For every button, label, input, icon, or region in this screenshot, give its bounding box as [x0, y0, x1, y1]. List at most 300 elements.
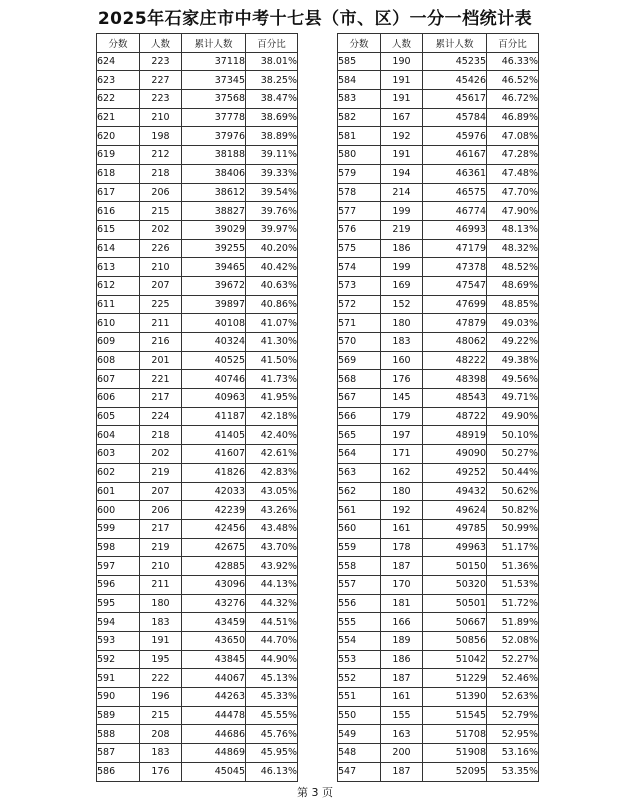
cumulative-cell: 43459: [182, 613, 246, 632]
cumulative-cell: 51042: [423, 650, 487, 669]
percent-cell: 46.89%: [487, 108, 539, 127]
score-cell: 592: [97, 650, 140, 669]
score-cell: 587: [97, 744, 140, 763]
score-cell: 555: [338, 613, 381, 632]
table-row: [338, 258, 539, 277]
count-cell: 208: [140, 725, 182, 744]
count-cell: 186: [381, 239, 423, 258]
table-row: [338, 127, 539, 146]
table-row: [338, 575, 539, 594]
cumulative-cell: 51545: [423, 706, 487, 725]
score-cell: 551: [338, 688, 381, 707]
table-row: [338, 482, 539, 501]
count-cell: 194: [381, 164, 423, 183]
cumulative-cell: 45976: [423, 127, 487, 146]
score-cell: 610: [97, 314, 140, 333]
percent-cell: 38.01%: [246, 52, 298, 71]
percent-cell: 45.33%: [246, 688, 298, 707]
table-row: [338, 706, 539, 725]
percent-cell: 44.51%: [246, 613, 298, 632]
count-cell: 192: [381, 127, 423, 146]
cumulative-cell: 47547: [423, 276, 487, 295]
count-cell: 145: [381, 389, 423, 408]
percent-cell: 46.13%: [246, 762, 298, 781]
cumulative-cell: 46774: [423, 202, 487, 221]
cumulative-cell: 42239: [182, 501, 246, 520]
score-table-left: [96, 33, 298, 782]
cumulative-cell: 37976: [182, 127, 246, 146]
table-row: [338, 632, 539, 651]
percent-cell: 50.99%: [487, 519, 539, 538]
score-cell: 566: [338, 407, 381, 426]
count-cell: 211: [140, 575, 182, 594]
score-cell: 595: [97, 594, 140, 613]
cumulative-cell: 48062: [423, 333, 487, 352]
count-cell: 192: [381, 501, 423, 520]
table-row: [97, 426, 298, 445]
score-cell: 582: [338, 108, 381, 127]
cumulative-cell: 43276: [182, 594, 246, 613]
score-cell: 585: [338, 52, 381, 71]
score-cell: 613: [97, 258, 140, 277]
score-cell: 565: [338, 426, 381, 445]
count-cell: 161: [381, 688, 423, 707]
cumulative-cell: 37118: [182, 52, 246, 71]
table-row: [97, 146, 298, 165]
percent-cell: 50.82%: [487, 501, 539, 520]
cumulative-cell: 47179: [423, 239, 487, 258]
table-row: [97, 351, 298, 370]
table-row: [338, 52, 539, 71]
count-cell: 210: [140, 557, 182, 576]
cumulative-cell: 48919: [423, 426, 487, 445]
percent-cell: 40.86%: [246, 295, 298, 314]
table-row: [338, 650, 539, 669]
table-row: [97, 575, 298, 594]
count-cell: 179: [381, 407, 423, 426]
percent-cell: 41.95%: [246, 389, 298, 408]
score-cell: 549: [338, 725, 381, 744]
percent-cell: 51.17%: [487, 538, 539, 557]
percent-cell: 46.52%: [487, 71, 539, 90]
count-cell: 183: [381, 333, 423, 352]
score-cell: 597: [97, 557, 140, 576]
page-number: 第 3 页: [297, 786, 333, 799]
table-row: [97, 108, 298, 127]
table-row: [97, 389, 298, 408]
percent-cell: 39.33%: [246, 164, 298, 183]
score-cell: 550: [338, 706, 381, 725]
cumulative-cell: 52095: [423, 762, 487, 781]
percent-cell: 43.70%: [246, 538, 298, 557]
percent-cell: 44.90%: [246, 650, 298, 669]
score-cell: 574: [338, 258, 381, 277]
percent-cell: 42.40%: [246, 426, 298, 445]
score-cell: 619: [97, 146, 140, 165]
table-row: [338, 407, 539, 426]
table-row: [338, 463, 539, 482]
score-cell: 553: [338, 650, 381, 669]
table-row: [97, 632, 298, 651]
percent-cell: 40.63%: [246, 276, 298, 295]
cumulative-cell: 41187: [182, 407, 246, 426]
count-cell: 218: [140, 164, 182, 183]
cumulative-cell: 38827: [182, 202, 246, 221]
score-cell: 564: [338, 445, 381, 464]
cumulative-cell: 43096: [182, 575, 246, 594]
score-cell: 588: [97, 725, 140, 744]
percent-cell: 41.73%: [246, 370, 298, 389]
cumulative-cell: 49432: [423, 482, 487, 501]
count-cell: 183: [140, 744, 182, 763]
cumulative-cell: 47699: [423, 295, 487, 314]
table-row: [338, 557, 539, 576]
percent-cell: 53.35%: [487, 762, 539, 781]
count-cell: 207: [140, 276, 182, 295]
score-cell: 547: [338, 762, 381, 781]
count-cell: 187: [381, 762, 423, 781]
cumulative-cell: 48398: [423, 370, 487, 389]
score-cell: 560: [338, 519, 381, 538]
page-title: 2025年石家庄市中考十七县（市、区）一分一档统计表: [97, 9, 533, 29]
table-row: [338, 613, 539, 632]
percent-cell: 52.95%: [487, 725, 539, 744]
count-cell: 187: [381, 669, 423, 688]
count-cell: 212: [140, 146, 182, 165]
count-cell: 217: [140, 519, 182, 538]
percent-cell: 53.16%: [487, 744, 539, 763]
count-cell: 215: [140, 202, 182, 221]
cumulative-cell: 43650: [182, 632, 246, 651]
score-cell: 620: [97, 127, 140, 146]
cumulative-cell: 46993: [423, 220, 487, 239]
score-cell: 552: [338, 669, 381, 688]
cumulative-cell: 42033: [182, 482, 246, 501]
score-cell: 612: [97, 276, 140, 295]
header-cumulative: 累计人数: [423, 34, 487, 53]
table-row: [338, 295, 539, 314]
score-cell: 572: [338, 295, 381, 314]
cumulative-cell: 42885: [182, 557, 246, 576]
cumulative-cell: 50501: [423, 594, 487, 613]
count-cell: 225: [140, 295, 182, 314]
count-cell: 202: [140, 220, 182, 239]
cumulative-cell: 44067: [182, 669, 246, 688]
table-row: [338, 389, 539, 408]
score-cell: 558: [338, 557, 381, 576]
count-cell: 200: [381, 744, 423, 763]
score-cell: 600: [97, 501, 140, 520]
percent-cell: 45.95%: [246, 744, 298, 763]
table-row: [338, 276, 539, 295]
table-row: [338, 538, 539, 557]
count-cell: 223: [140, 90, 182, 109]
score-cell: 606: [97, 389, 140, 408]
count-cell: 191: [381, 90, 423, 109]
score-cell: 608: [97, 351, 140, 370]
score-cell: 579: [338, 164, 381, 183]
score-cell: 573: [338, 276, 381, 295]
count-cell: 199: [381, 202, 423, 221]
header-score: 分数: [338, 34, 381, 53]
cumulative-cell: 41607: [182, 445, 246, 464]
table-row: [338, 725, 539, 744]
cumulative-cell: 37778: [182, 108, 246, 127]
table-row: [338, 183, 539, 202]
score-cell: 557: [338, 575, 381, 594]
percent-cell: 47.08%: [487, 127, 539, 146]
percent-cell: 48.52%: [487, 258, 539, 277]
table-row: [97, 669, 298, 688]
percent-cell: 47.70%: [487, 183, 539, 202]
cumulative-cell: 45426: [423, 71, 487, 90]
score-cell: 596: [97, 575, 140, 594]
cumulative-cell: 40746: [182, 370, 246, 389]
table-row: [338, 445, 539, 464]
count-cell: 222: [140, 669, 182, 688]
percent-cell: 38.89%: [246, 127, 298, 146]
table-row: [97, 239, 298, 258]
table-row: [338, 314, 539, 333]
count-cell: 221: [140, 370, 182, 389]
percent-cell: 49.03%: [487, 314, 539, 333]
score-cell: 616: [97, 202, 140, 221]
score-cell: 605: [97, 407, 140, 426]
cumulative-cell: 47378: [423, 258, 487, 277]
score-cell: 598: [97, 538, 140, 557]
score-cell: 589: [97, 706, 140, 725]
cumulative-cell: 39255: [182, 239, 246, 258]
count-cell: 161: [381, 519, 423, 538]
score-cell: 562: [338, 482, 381, 501]
score-cell: 567: [338, 389, 381, 408]
count-cell: 217: [140, 389, 182, 408]
score-cell: 593: [97, 632, 140, 651]
score-cell: 601: [97, 482, 140, 501]
count-cell: 214: [381, 183, 423, 202]
count-cell: 207: [140, 482, 182, 501]
table-row: [97, 314, 298, 333]
percent-cell: 43.05%: [246, 482, 298, 501]
percent-cell: 43.48%: [246, 519, 298, 538]
percent-cell: 39.54%: [246, 183, 298, 202]
count-cell: 162: [381, 463, 423, 482]
percent-cell: 50.44%: [487, 463, 539, 482]
cumulative-cell: 40324: [182, 333, 246, 352]
score-cell: 590: [97, 688, 140, 707]
count-cell: 155: [381, 706, 423, 725]
score-cell: 580: [338, 146, 381, 165]
cumulative-cell: 49252: [423, 463, 487, 482]
percent-cell: 52.79%: [487, 706, 539, 725]
cumulative-cell: 40108: [182, 314, 246, 333]
cumulative-cell: 45045: [182, 762, 246, 781]
count-cell: 169: [381, 276, 423, 295]
table-row: [97, 258, 298, 277]
percent-cell: 52.63%: [487, 688, 539, 707]
table-row: [338, 146, 539, 165]
table-row: [97, 463, 298, 482]
table-row: [97, 650, 298, 669]
score-table-right: [337, 33, 539, 782]
header-score: 分数: [97, 34, 140, 53]
table-row: [338, 744, 539, 763]
cumulative-cell: 39029: [182, 220, 246, 239]
count-cell: 170: [381, 575, 423, 594]
percent-cell: 51.72%: [487, 594, 539, 613]
score-cell: 568: [338, 370, 381, 389]
score-cell: 554: [338, 632, 381, 651]
table-row: [338, 688, 539, 707]
table-row: [338, 351, 539, 370]
table-row: [97, 407, 298, 426]
cumulative-cell: 50320: [423, 575, 487, 594]
table-row: [338, 333, 539, 352]
percent-cell: 46.33%: [487, 52, 539, 71]
percent-cell: 39.97%: [246, 220, 298, 239]
percent-cell: 52.27%: [487, 650, 539, 669]
count-cell: 202: [140, 445, 182, 464]
percent-cell: 46.72%: [487, 90, 539, 109]
score-cell: 575: [338, 239, 381, 258]
table-row: [338, 220, 539, 239]
score-cell: 618: [97, 164, 140, 183]
table-row: [338, 370, 539, 389]
count-cell: 183: [140, 613, 182, 632]
cumulative-cell: 51708: [423, 725, 487, 744]
percent-cell: 52.46%: [487, 669, 539, 688]
table-row: [97, 594, 298, 613]
score-cell: 621: [97, 108, 140, 127]
score-cell: 578: [338, 183, 381, 202]
score-cell: 586: [97, 762, 140, 781]
table-row: [338, 762, 539, 781]
percent-cell: 48.69%: [487, 276, 539, 295]
count-cell: 219: [140, 538, 182, 557]
cumulative-cell: 44263: [182, 688, 246, 707]
score-cell: 604: [97, 426, 140, 445]
percent-cell: 45.55%: [246, 706, 298, 725]
score-cell: 581: [338, 127, 381, 146]
count-cell: 191: [381, 146, 423, 165]
count-cell: 186: [381, 650, 423, 669]
score-cell: 577: [338, 202, 381, 221]
table-row: [97, 71, 298, 90]
count-cell: 206: [140, 501, 182, 520]
count-cell: 224: [140, 407, 182, 426]
count-cell: 176: [381, 370, 423, 389]
percent-cell: 49.90%: [487, 407, 539, 426]
count-cell: 215: [140, 706, 182, 725]
table-row: [97, 688, 298, 707]
count-cell: 191: [381, 71, 423, 90]
table-row: [97, 52, 298, 71]
percent-cell: 41.50%: [246, 351, 298, 370]
table-row: [338, 519, 539, 538]
count-cell: 171: [381, 445, 423, 464]
header-percent: 百分比: [487, 34, 539, 53]
table-row: [97, 202, 298, 221]
table-row: [97, 370, 298, 389]
header-count: 人数: [381, 34, 423, 53]
count-cell: 196: [140, 688, 182, 707]
score-cell: 602: [97, 463, 140, 482]
table-row: [97, 501, 298, 520]
cumulative-cell: 39672: [182, 276, 246, 295]
table-row: [97, 557, 298, 576]
cumulative-cell: 48543: [423, 389, 487, 408]
score-cell: 556: [338, 594, 381, 613]
cumulative-cell: 37345: [182, 71, 246, 90]
count-cell: 219: [140, 463, 182, 482]
table-header-row: [97, 34, 298, 53]
percent-cell: 42.61%: [246, 445, 298, 464]
count-cell: 181: [381, 594, 423, 613]
cumulative-cell: 45235: [423, 52, 487, 71]
score-cell: 548: [338, 744, 381, 763]
count-cell: 226: [140, 239, 182, 258]
table-row: [97, 295, 298, 314]
percent-cell: 44.70%: [246, 632, 298, 651]
score-cell: 594: [97, 613, 140, 632]
percent-cell: 43.92%: [246, 557, 298, 576]
cumulative-cell: 49624: [423, 501, 487, 520]
header-count: 人数: [140, 34, 182, 53]
count-cell: 191: [140, 632, 182, 651]
percent-cell: 51.53%: [487, 575, 539, 594]
table-row: [338, 594, 539, 613]
percent-cell: 45.76%: [246, 725, 298, 744]
count-cell: 190: [381, 52, 423, 71]
score-cell: 570: [338, 333, 381, 352]
percent-cell: 49.71%: [487, 389, 539, 408]
table-row: [97, 706, 298, 725]
count-cell: 180: [381, 314, 423, 333]
count-cell: 187: [381, 557, 423, 576]
count-cell: 219: [381, 220, 423, 239]
percent-cell: 39.76%: [246, 202, 298, 221]
count-cell: 223: [140, 52, 182, 71]
cumulative-cell: 45784: [423, 108, 487, 127]
score-cell: 571: [338, 314, 381, 333]
cumulative-cell: 46361: [423, 164, 487, 183]
score-cell: 623: [97, 71, 140, 90]
score-cell: 569: [338, 351, 381, 370]
percent-cell: 39.11%: [246, 146, 298, 165]
score-cell: 624: [97, 52, 140, 71]
percent-cell: 40.20%: [246, 239, 298, 258]
percent-cell: 48.13%: [487, 220, 539, 239]
cumulative-cell: 39465: [182, 258, 246, 277]
count-cell: 218: [140, 426, 182, 445]
score-cell: 617: [97, 183, 140, 202]
table-row: [338, 108, 539, 127]
percent-cell: 49.38%: [487, 351, 539, 370]
count-cell: 167: [381, 108, 423, 127]
table-row: [97, 725, 298, 744]
table-row: [97, 90, 298, 109]
score-cell: 614: [97, 239, 140, 258]
score-cell: 599: [97, 519, 140, 538]
table-row: [97, 538, 298, 557]
count-cell: 216: [140, 333, 182, 352]
cumulative-cell: 38406: [182, 164, 246, 183]
table-row: [97, 482, 298, 501]
cumulative-cell: 41826: [182, 463, 246, 482]
percent-cell: 50.62%: [487, 482, 539, 501]
percent-cell: 38.69%: [246, 108, 298, 127]
cumulative-cell: 39897: [182, 295, 246, 314]
